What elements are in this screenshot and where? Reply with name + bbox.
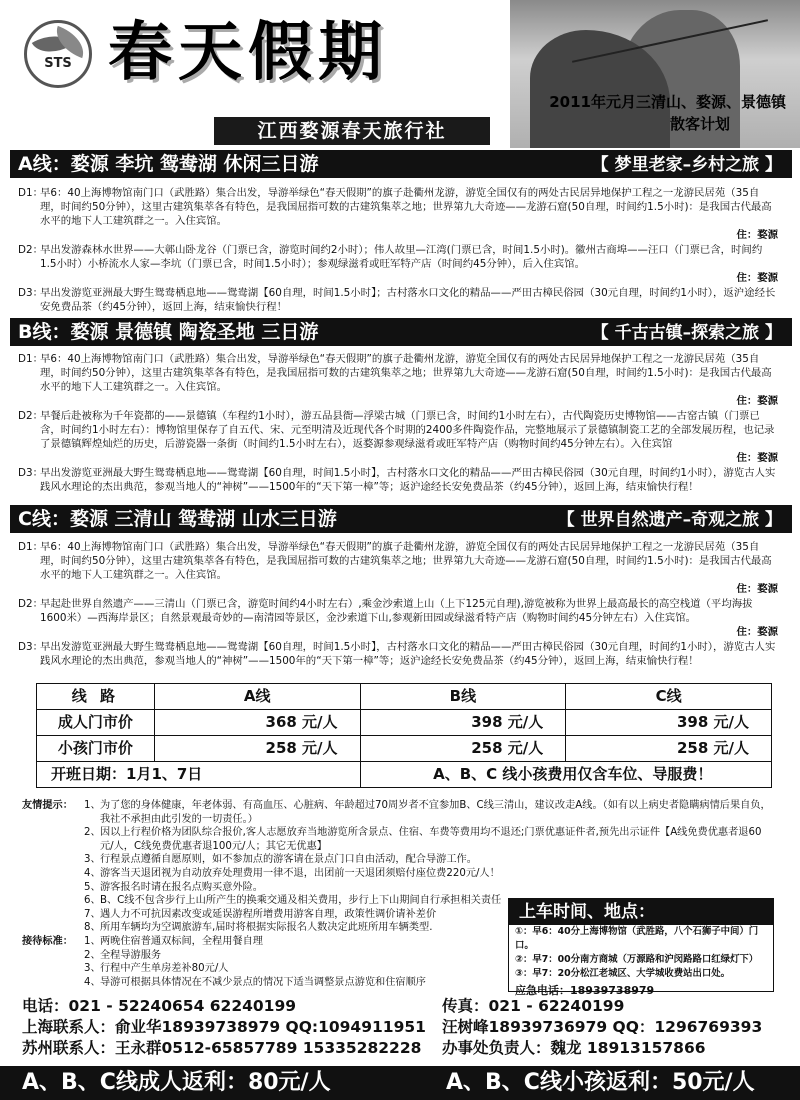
plan-title: 2011年元月三清山、婺源、景德镇 散客计划 <box>549 93 786 133</box>
day-item: D1： 早6：40上海博物馆南门口（武胜路）集合出发，导游举绿色“春天假期”的旗子赴衢州龙游，游览全国仅有的两处古民居异地保护工程之一龙游民居苑（35自理，时间约50分钟），这里古建筑集萃各有特色，是我国屈指可数的古建筑集萃之地；世界第九大奇迹——龙游石窟(50自理，时间约1.5小时)：是我国古代最高水平的地下人工建筑群之一。入住宾馆。 住：婺源 <box>18 541 778 595</box>
emergency-phone: 应急电话：18939738979 <box>515 984 655 997</box>
route-b-bar <box>10 318 792 346</box>
day-item: D2： 早餐后赴被称为千年瓷都的——景德镇（车程约1小时），游五品县衙—浮梁古城（门票已含，时间约1小时左右），古代陶瓷历史博物馆——古窑古镇（门票已含，时间约1小时左右）：博物馆里保存了自五代、宋、元至明清及近现代各个时期的2400多件陶瓷作品，完整地展示了景德镇制瓷工艺的全部发展历程，也记录了景德镇辉煌灿烂的历史，后游瓷器一条街（时间约1.5小时左右），返婺源参观绿滋肴或旺军特产店（购物时间约45分钟左右）。入住宾馆 住：婺源 <box>18 410 778 464</box>
day-item: D3： 早出发游览亚洲最大野生鸳鸯栖息地——鸳鸯湖【60自理，时间1.5小时】，古村落水口文化的精品——严田古樟民俗园（30元自理，时间约1小时），游览古人实践风水理论的杰出典范，参观当地人的“神树”——1500年的“天下第一樟”等；返沪途经长安免费品茶（约45分钟），返回上海，结束愉快行程！ <box>18 641 776 667</box>
route-c-theme: 【 世界自然遗产–奇观之旅 】 <box>557 510 782 530</box>
contacts: 电话：021 - 52240654 62240199 传真：021 - 62240199 上海联系人：俞业华18939738979 QQ:1094911951 汪树峰18939736979 QQ：1296769393 苏州联系人：王永群0512-65857789 15335282228 办事处负责人：魏龙 18913157866 <box>22 997 763 1057</box>
bus-stop: ③：早7：20分松江老城区、大学城收费站出口处。 <box>515 968 731 979</box>
route-a-bar <box>10 150 792 178</box>
table-row <box>37 762 772 788</box>
day-item: D2： 早出发游森林水世界——大鄣山卧龙谷（门票已含，游览时间约2小时）；伟人故里—江湾(门票已含，时间1.5小时)。徽州古商埠——汪口（门票已含，时间约1.5小时）小桥流水人家—李坑（门票已含，时间1.5小时）；参观绿滋肴或旺军特产店（时间约45分钟），后入住宾馆。 住：婺源 <box>18 244 778 284</box>
table-row: 小孩门市价 258 元/人 258 元/人 258 元/人 <box>37 736 772 762</box>
header <box>0 0 800 148</box>
price-table <box>36 683 772 788</box>
route-a-itinerary <box>18 186 778 315</box>
day-item: D2： 早起赴世界自然遗产——三清山（门票已含，游览时间约4小时左右）,乘金沙索道上山（上下125元自理),游览被称为世界上最高最长的高空栈道（平均海拔1600米）—西海岸景区；自然景观最奇妙的—南清园等景区，金沙索道下山,参观新田园或绿滋肴特产店（购物时间约45分钟左右）入住宾馆。 住：婺源 <box>18 598 778 638</box>
day-item: D1： 早6：40上海博物馆南门口（武胜路）集合出发，导游举绿色“春天假期”的旗子赴衢州龙游，游览全国仅有的两处古民居异地保护工程之一龙游民居苑（35自理，时间约50分钟），这里古建筑集萃各有特色，是我国屈指可数的古建筑集萃之地；世界第九大奇迹——龙游石窟(50自理，时间约1.5小时)：是我国古代最高水平的地下人工建筑群之一。入住宾馆。 住：婺源 <box>18 187 778 241</box>
child-rebate: A、B、C线小孩返利：50元/人 <box>446 1070 755 1095</box>
table-row: 成人门市价 368 元/人 398 元/人 398 元/人 <box>37 710 772 736</box>
day-item: D1： 早6：40上海博物馆南门口（武胜路）集合出发，导游举绿色“春天假期”的旗子赴衢州龙游，游览全国仅有的两处古民居异地保护工程之一龙游民居苑（35自理，时间约50分钟），这里古建筑集萃各有特色，是我国屈指可数的古建筑集萃之地；世界第九大奇迹——龙游石窟(50自理，时间约1.5小时)：是我国古代最高水平的地下人工建筑群之一。入住宾馆。 住：婺源 <box>18 353 778 407</box>
sts-logo: STS <box>24 20 92 88</box>
day-item: D3： 早出发游览亚洲最大野生鸳鸯栖息地——鸳鸯湖【60自理，时间1.5小时】；古村落水口文化的精品——严田古樟民俗园（30元自理，时间约1小时），返沪途经长安免费品茶（约45分钟），返回上海，结束愉快行程！ <box>18 287 776 313</box>
route-b-itinerary <box>18 352 778 495</box>
route-c-itinerary <box>18 540 778 669</box>
route-a-theme: 【 梦里老家–乡村之旅 】 <box>591 155 782 175</box>
adult-rebate: A、B、C线成人返利：80元/人 <box>22 1070 331 1095</box>
route-c-bar <box>10 505 792 533</box>
rebate-bar <box>0 1066 800 1100</box>
day-item: D3： 早出发游览亚洲最大野生鸳鸯栖息地——鸳鸯湖【60自理，时间1.5小时】，古村落水口文化的精品——严田古樟民俗园（30元自理，时间约1小时），游览古人实践风水理论的杰出典范，参观当地人的“神树”——1500年的“天下第一樟”等；返沪途经长安免费品茶（约45分钟），返回上海，结束愉快行程！ <box>18 467 776 493</box>
child-note: A、B、C 线小孩费用仅含车位、导服费！ <box>360 762 771 788</box>
agency-name: 江西婺源春天旅行社 <box>214 117 490 145</box>
bus-stop: ②：早7：00分南方商城（万源路和沪闵路路口红绿灯下） <box>515 954 759 965</box>
start-date: 开班日期：1月1、7日 <box>37 762 361 788</box>
bus-stop: ①：早6：40分上海博物馆（武胜路，八个石狮子中间）门口。 <box>515 926 759 951</box>
table-header-row: 线 路 A线 B线 C线 <box>37 684 772 710</box>
route-b-name: B线：婺源 景德镇 陶瓷圣地 三日游 <box>18 321 319 343</box>
route-b-theme: 【 千古古镇–探索之旅 】 <box>591 323 782 343</box>
tips-section: 友情提示： 1、 为了您的身体健康，年老体弱、有高血压、心脏病、年龄超过70周岁者不宜参加B、C线三清山，建议改走A线。（如有以上病史者隐瞒病情后果自负，我社不承担由此引发的一切责任。） 2、 因以上行程价格为团队综合报价,客人志愿放弃当地游览所含景点、住宿、车费等费用均不退还;门票优惠证件者,预先出示证件【A线免费优惠者退60元/人，C线免费优惠者退100元/人；其它无优惠】 3、 行程景点遵循自愿原则，如不参加点的游客请在景点门口自由活动，配合导游工作。 4、 游客当天退团视为自动放弃处理费用一律不退，出团前一天退团须赔付座位费220元/人！ 5、 游客报名时请在报名点购买意外险。 6、 B、C线不包含步行上山所产生的换乘交通及相关费用，步行上下山期间自行承担相关责任 7、 遇人力不可抗因素改变或延误游程所增费用游客自理，政策性调价请补差价 8、 所用车辆均为空调旅游车,届时将根据实际报名人数决定此班所用车辆类型. 接待标准： 1、 两晚住宿普通双标间，全程用餐自理 2、 全程导游服务 3、 行程中产生单房差补80元/人 4、 导游可根据具体情况在不减少景点的情况下适当调整景点游览和住宿顺序 <box>22 800 771 988</box>
bus-info-box <box>508 898 774 997</box>
bus-title: 上车时间、地点： <box>509 899 773 925</box>
route-c-name: C线：婺源 三清山 鸳鸯湖 山水三日游 <box>18 508 337 530</box>
route-a-name: A线：婺源 李坑 鸳鸯湖 休闲三日游 <box>18 153 319 175</box>
brand-title: 春天假期 <box>108 15 388 90</box>
